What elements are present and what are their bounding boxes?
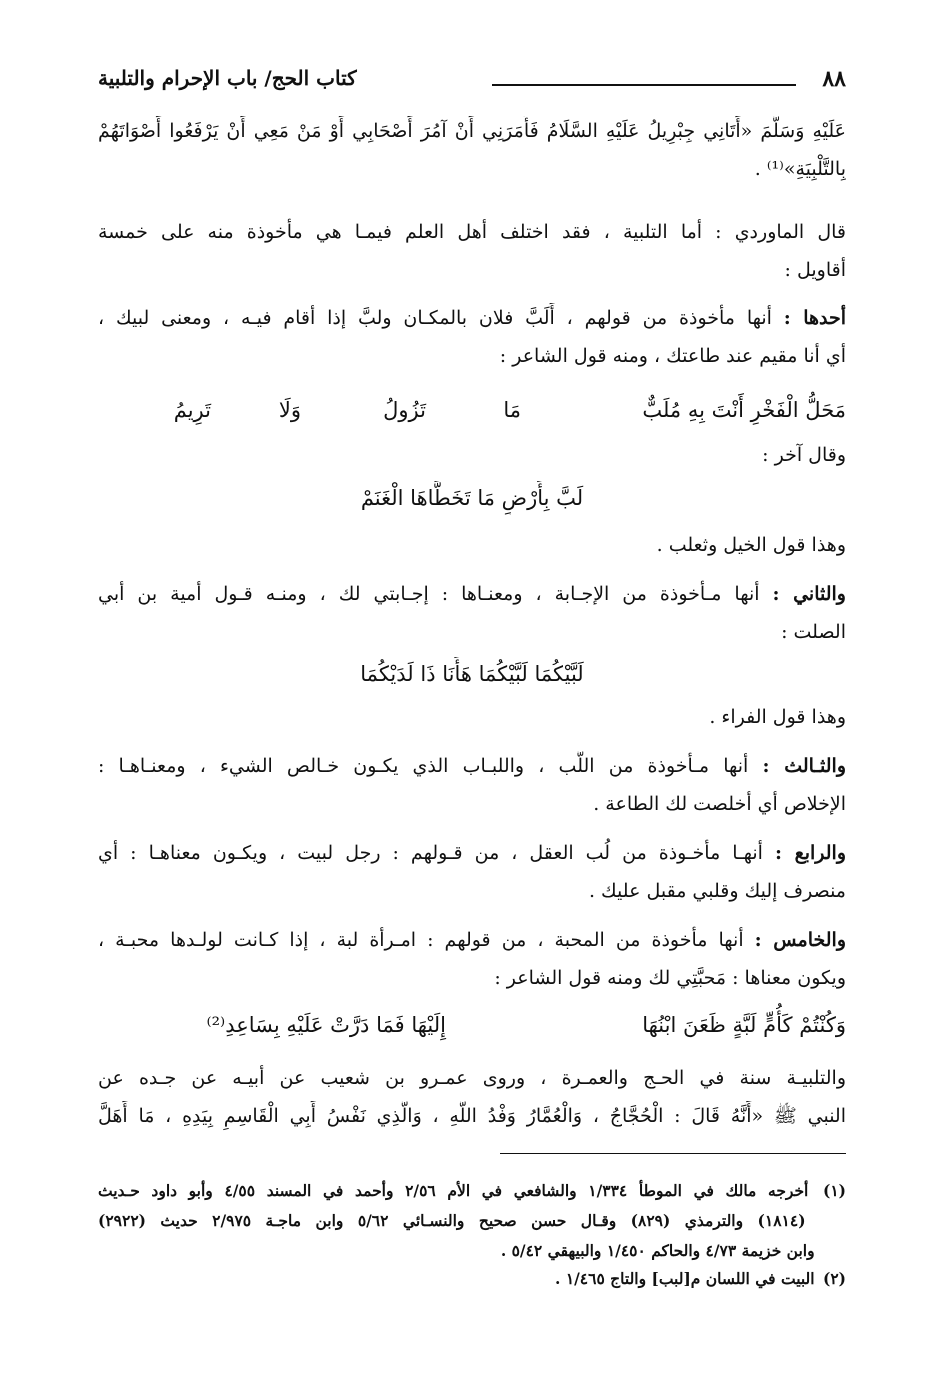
- footnote-line: (١٨١٤) والترمذي (٨٢٩) وقـال حسن صحيح والنسـائي ٥/٦٢ وابن ماجـة ٢/٩٧٥ حديث (٢٩٢٢): [98, 1211, 806, 1230]
- verse-line: [98, 1007, 846, 1043]
- footnote-number: (١): [822, 1181, 846, 1200]
- verse-line: [98, 392, 846, 428]
- verse-word: مَا: [503, 398, 521, 422]
- paragraph-line: أي أنا مقيم عند طاعتك ، ومنه قول الشاعر :: [499, 345, 846, 367]
- paragraph-line: والثاني : أنها مـأخوذة من الإجـابة ، ومعنـاها : إجـابتي لك ، ومنـه قـول أمية بن أبي: [98, 583, 846, 605]
- verse-word: تَزُولُ: [383, 398, 426, 422]
- section-label: أحدها :: [783, 307, 846, 329]
- paragraph-line: والرابع : أنهـا مأخـوذة من لُب العقل ، من قـولهم : رجل لبيت ، ويكـون معناهـا : أي: [98, 842, 846, 864]
- paragraph-line: منصرف إليك وقلبي مقبل عليك .: [588, 880, 846, 902]
- paragraph-line: وهذا قول الخيل وثعلب .: [656, 534, 846, 556]
- paragraph-line: ويكون معناها : مَحبَّتِي لك ومنه قول الشاعر :: [494, 967, 846, 989]
- section-label: والثـالث :: [762, 755, 846, 777]
- verse-hemistich: مَحَلُّ الْفَخْرِ أَنْتَ بِهِ مُلَبٌّ: [642, 398, 846, 422]
- verse-hemistich: إِلَيْهَا فَمَا دَرَّتْ عَلَيْهِ بِسَاعِدِ⁽²⁾: [206, 1013, 446, 1037]
- page-number: ٨٨: [822, 66, 846, 92]
- footnote-number: (٢): [822, 1269, 846, 1288]
- paragraph-line: الإخلاص أي أخلصت لك الطاعة .: [593, 793, 846, 815]
- hadith-line: بِالتَّلْبِيَةِ»⁽¹⁾ .: [754, 158, 846, 180]
- paragraph-line: والخامس : أنها مأخوذة من المحبة ، من قولهم : امـرأة لبة ، إذا كـانت لولـدها محبـة ،: [98, 929, 846, 951]
- verse-word: وَلَا: [278, 398, 301, 422]
- footnote-line: (٢) البيت في اللسان م[لبب] والتاج ١/٤٦٥ .: [98, 1266, 846, 1292]
- header-rule: [492, 84, 796, 86]
- verse-line: لَبَّيْكُمَا لَبَّيْكُمَا هَأَنَا ذَا لَدَيْكُمَا: [360, 662, 584, 686]
- hadith-line: عَلَيْهِ وَسَلَّمَ «أَتَانِي جِبْرِيلُ عَلَيْهِ السَّلَامُ فَأَمَرَنِي أَنْ آمُرَ أَصْحَابِي أَوْ مَنْ مَعِي أَنْ يَرْفَعُوا أَصْوَاتَهُمْ: [98, 120, 846, 142]
- paragraph-line: الصلت :: [781, 621, 846, 643]
- verse-word: تَرِيمُ: [173, 398, 211, 422]
- section-label: والثاني :: [772, 583, 846, 605]
- paragraph-line: قال الماوردي : أما التلبية ، فقد اختلف أهل العلم فيمـا هي مأخوذة منه على خمسة: [98, 221, 846, 243]
- chapter-title: كتاب الحج/ باب الإحرام والتلبية: [98, 66, 357, 90]
- section-label: والرابع :: [774, 842, 846, 864]
- paragraph-line: أقاويل :: [784, 259, 846, 281]
- footnote-line: (١) أخرجه مالك في الموطأ ١/٣٣٤ والشافعي في الأم ٢/٥٦ وأحمد في المسند ٤/٥٥ وأبو داود حـديث: [98, 1178, 846, 1204]
- paragraph-line: والثـالث : أنها مـأخوذة من اللُّب ، واللبـاب الذي يكـون خـالص الشيء ، ومعنـاهـا :: [98, 755, 846, 777]
- paragraph-line: وقال آخر :: [762, 444, 846, 466]
- running-header: [98, 66, 846, 98]
- footnote-rule: [500, 1153, 846, 1154]
- section-label: والخامس :: [754, 929, 846, 951]
- footnote-line: وابن خزيمة ٤/٧٣ والحاكم ١/٤٥٠ والبيهقي ٥/٤٢ .: [500, 1241, 815, 1260]
- paragraph-line: النبي ﷺ «أَنَّهُ قَالَ : الْحُجَّاجُ ، وَالْعُمَّارُ وَفْدُ اللَّهِ ، وَالَّذِي نَفْسُ أَبِي الْقَاسِمِ بِيَدِهِ ، مَا أَهَلَّ: [98, 1105, 846, 1127]
- paragraph-line: أحدها : أنها مأخوذة من قولهم ، أَلَبَّ فلان بالمكـان ولبَّ إذا أقام فيـه ، ومعنى لبيك ،: [98, 307, 846, 329]
- paragraph-line: والتلبيـة سنة في الحـج والعمـرة ، وروى عمـرو بن شعيب عن أبيـه عن جـده عن: [98, 1067, 846, 1089]
- paragraph-line: وهذا قول الفراء .: [709, 706, 846, 728]
- verse-hemistich: وَكُنْتُمْ كَأُمٍّ لَبَّةٍ ظَعَنَ ابْنُهَا: [642, 1013, 846, 1037]
- verse-line: لَبَّ بِأَرْضٍ مَا تَخَطَّاهَا الْغَنَمْ: [360, 486, 584, 510]
